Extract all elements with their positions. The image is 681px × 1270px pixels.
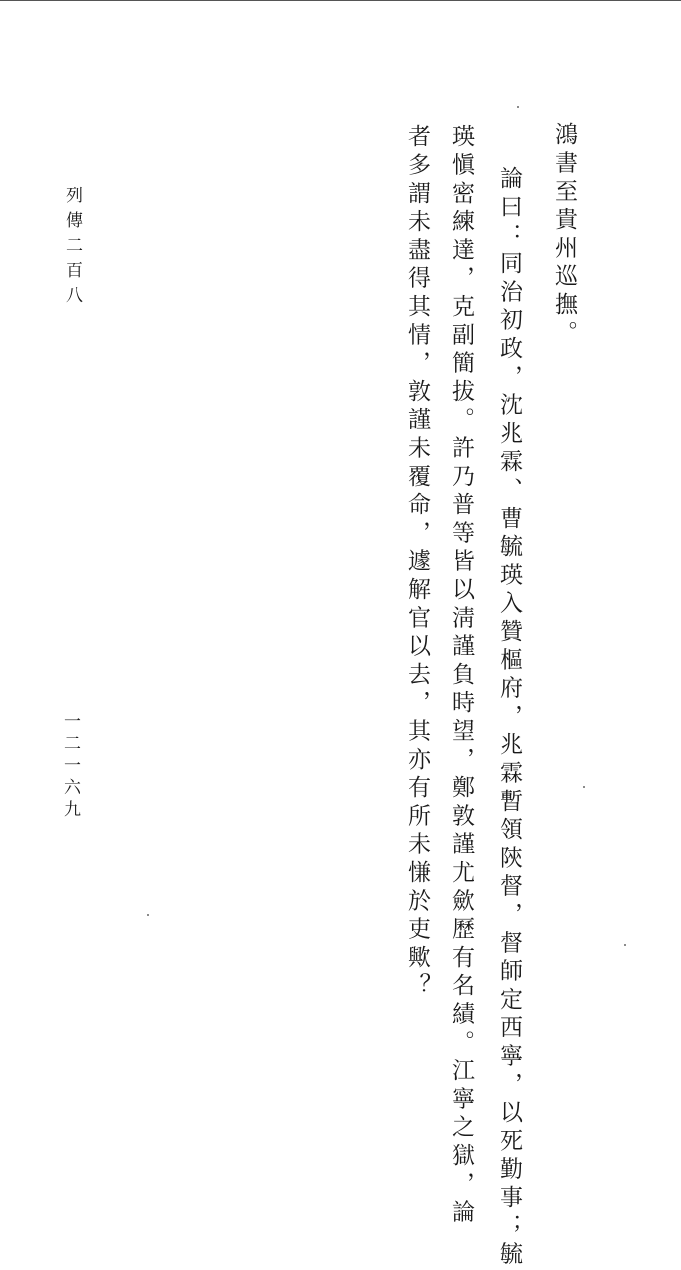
text-column-2: 論曰：同治初政，沈兆霖、曹毓瑛入贊樞府，兆霖暫領陝督，督師定西寧，以死勤事；毓 bbox=[496, 166, 522, 1270]
page-top-edge bbox=[0, 0, 681, 1]
text-column-1: 鴻書至貴州巡撫。 bbox=[551, 122, 577, 349]
page-number: 一二一六九 bbox=[60, 712, 80, 822]
margin-title: 列傳二百八 bbox=[62, 186, 82, 311]
scan-speck bbox=[517, 106, 519, 108]
scan-speck bbox=[583, 786, 585, 788]
text-column-4: 者多謂未盡得其情，敦謹未覆命，遽解官以去，其亦有所未慊於吏歟？ bbox=[404, 124, 430, 1002]
scan-speck bbox=[147, 914, 149, 916]
scan-speck bbox=[624, 944, 626, 946]
text-column-3: 瑛愼密練達，克副簡拔。許乃普等皆以淸謹負時望，鄭敦謹尤歛歷有名績。江寧之獄，論 bbox=[448, 124, 474, 1228]
